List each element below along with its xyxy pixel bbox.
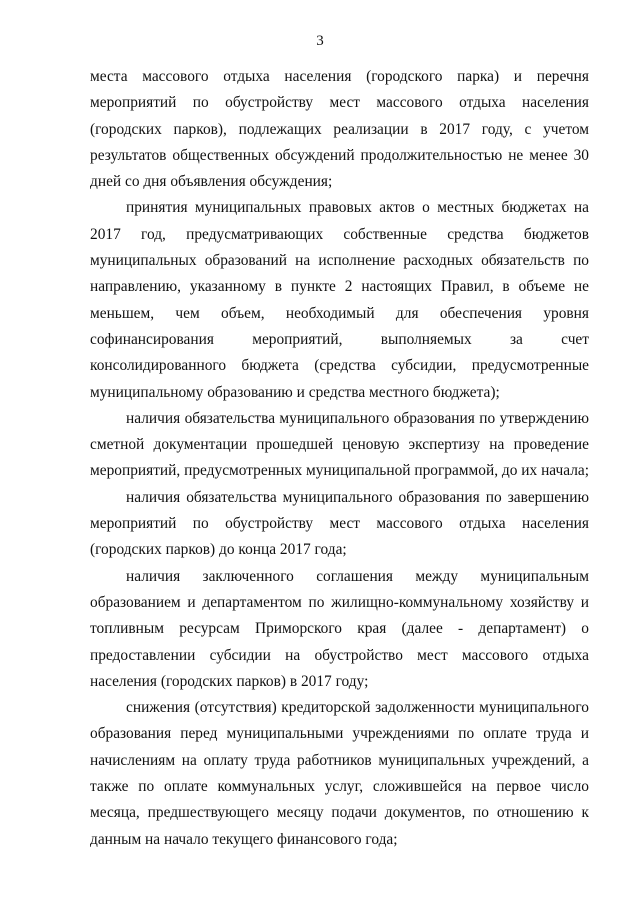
paragraph-debt-reduction: снижения (отсутствия) кредиторской задолженности муниципального образования перед муниципальными учреждениями по оплате труда и начислениям на оплату труда работников муниципальных учреждений, а также по оплате коммунальных услуг, сложившейся на первое число месяца, предшествующего месяцу подачи документов, по отношению к данным на начало текущего финансового года; bbox=[90, 699, 589, 848]
paragraph-completion-obligation: наличия обязательства муниципального образования по завершению мероприятий по обустройству мест массового отдыха населения (городских парков) до конца 2017 года; bbox=[90, 488, 589, 559]
paragraph-agreement: наличия заключенного соглашения между муниципальным образованием и департаментом по жилищно-коммунальному хозяйству и топливным ресурсам Приморского края (далее - департамент) о предоставлении субсидии на обустройство мест массового отдыха населения (городских парков) в 2017 году; bbox=[90, 567, 589, 690]
paragraph-estimate-obligation: наличия обязательства муниципального образования по утверждению сметной документации прошедшей ценовую экспертизу на проведение мероприятий, предусмотренных муниципальной программой, до их начала; bbox=[90, 409, 590, 480]
page-number: 3 bbox=[316, 33, 324, 49]
paragraph-park-list: места массового отдыха населения (городского парка) и перечня мероприятий по обустройству мест массового отдыха населения (городских парков), подлежащих реализации в 2017 году, с учетом результатов общественных обсуждений продолжительностью не менее 30 дней со дня объявления обсуждения; bbox=[90, 68, 589, 191]
paragraph-budget-acts: принятия муниципальных правовых актов о местных бюджетах на 2017 год, предусматривающих собственные средства бюджетов муниципальных образований на исполнение расходных обязательств по направлению, указанному в пункте 2 настоящих Правил, в объеме не меньшем, чем объем, необходимый для обеспечения уровня софинансирования мероприятий, выполняемых за счет консолидированного бюджета (средства субсидии, предусмотренные муниципальному образованию и средства местного бюджета); bbox=[90, 199, 589, 401]
document-body bbox=[90, 64, 589, 853]
